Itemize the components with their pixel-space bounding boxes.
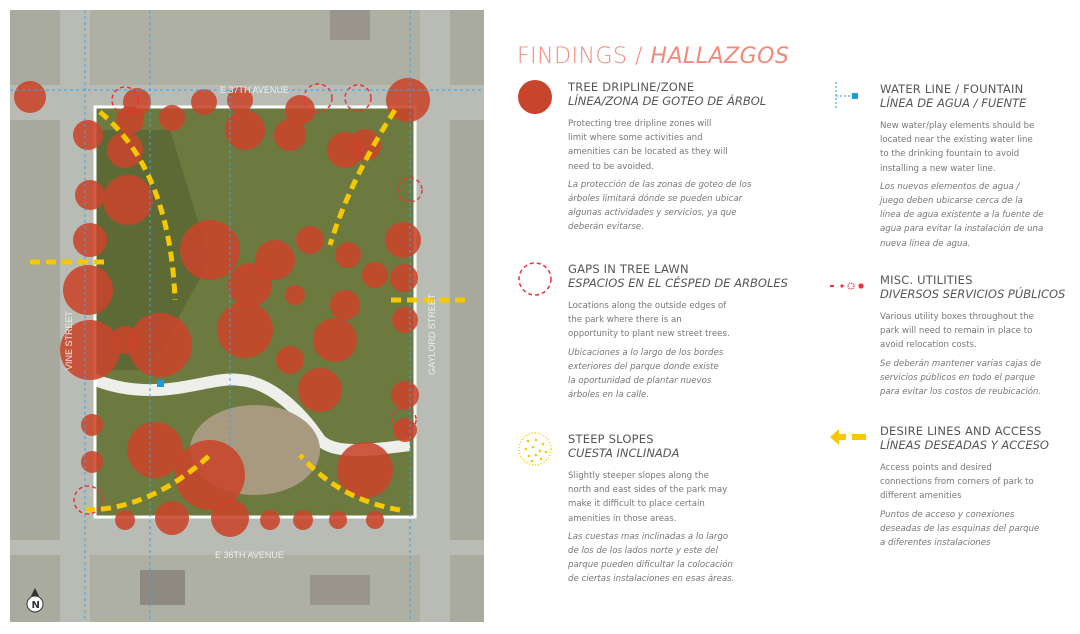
water-line-icon xyxy=(830,82,870,122)
street-label-west: VINE STREET xyxy=(64,310,74,370)
page-title: FINDINGS / HALLAZGOS xyxy=(517,44,790,69)
drinking-fountain-icon xyxy=(157,380,164,387)
tree-dripline-circle xyxy=(127,422,183,478)
tree-dripline-circle xyxy=(260,510,280,530)
tree-dripline-circle xyxy=(362,262,388,288)
tree-dripline-circle xyxy=(111,326,139,354)
desire-line-arrow-icon xyxy=(830,424,870,464)
tree-dripline-circle xyxy=(329,511,347,529)
tree-dripline-circle xyxy=(298,368,342,412)
street-label-south: E 36TH AVENUE xyxy=(215,550,284,560)
tree-dripline-circle xyxy=(391,381,419,409)
tree-dripline-circle xyxy=(393,418,417,442)
tree-dripline-circle xyxy=(73,120,103,150)
tree-dripline-circle xyxy=(392,307,418,333)
tree-dripline-circle xyxy=(155,501,189,535)
svg-text:N: N xyxy=(31,600,40,611)
tree-dripline-circle xyxy=(73,223,107,257)
tree-dripline-circle xyxy=(180,220,240,280)
tree-dripline-circle xyxy=(330,290,360,320)
tree-dripline-circle xyxy=(175,440,245,510)
tree-dripline-circle xyxy=(313,318,357,362)
street-label-east: GAYLORD STREET xyxy=(427,293,437,375)
tree-dripline-circle xyxy=(228,263,272,307)
tree-dripline-circle xyxy=(285,285,305,305)
tree-dripline-circle xyxy=(385,222,421,258)
tree-dripline-circle xyxy=(337,442,393,498)
tree-dripline-circle xyxy=(296,226,324,254)
tree-dripline-circle xyxy=(211,499,249,537)
tree-dripline-circle xyxy=(116,106,144,134)
tree-dripline-circle xyxy=(191,89,217,115)
utilities-icon xyxy=(830,273,870,313)
gap-circle-icon xyxy=(518,262,558,302)
tree-dripline-circle xyxy=(14,81,46,113)
tree-dripline-circle xyxy=(115,510,135,530)
tree-dripline-circle xyxy=(81,414,103,436)
tree-dripline-circle xyxy=(159,105,185,131)
tree-dripline-circle xyxy=(75,180,105,210)
tree-dripline-circle xyxy=(366,511,384,529)
tree-dripline-circle xyxy=(217,302,273,358)
tree-dripline-circle xyxy=(63,265,113,315)
tree-dripline-circle xyxy=(103,175,153,225)
tree-dripline-circle xyxy=(390,264,418,292)
steep-slope-icon xyxy=(518,432,558,472)
tree-dripline-icon xyxy=(518,80,558,120)
tree-dripline-circle xyxy=(81,451,103,473)
park-aerial-map xyxy=(10,10,484,622)
tree-dripline-circle xyxy=(335,242,361,268)
tree-dripline-circle xyxy=(293,510,313,530)
tree-dripline-circle xyxy=(225,110,265,150)
tree-dripline-circle xyxy=(276,346,304,374)
street-label-north: E 37TH AVENUE xyxy=(220,85,289,95)
